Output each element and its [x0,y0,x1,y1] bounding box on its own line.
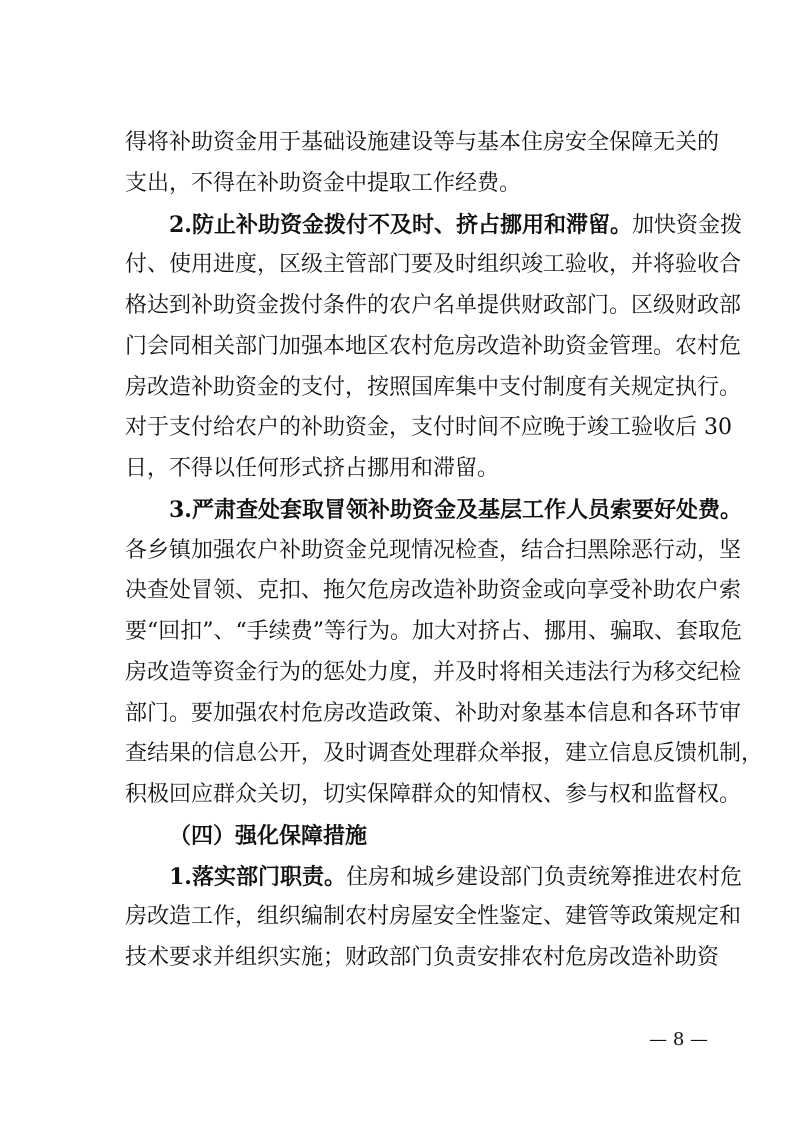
text-line [169,210,742,240]
text-line [125,291,742,321]
text-line [125,739,764,769]
paragraph-text: 部门。要加强农村危房改造政策、补助对象基本信息和各环节审 [125,700,742,726]
bold-heading: 1.落实部门职责。 [169,863,346,890]
paragraph-text: 日，不得以任何形式挤占挪用和滞留。 [125,456,500,481]
text-line [125,373,742,403]
text-line [169,821,367,851]
bold-heading: （四）强化保障措施 [169,822,368,849]
text-line [125,576,742,606]
paragraph-text: 格达到补助资金拨付条件的农户名单提供财政部门。区级财政部 [125,293,742,318]
text-line [125,617,742,647]
text-line [125,699,742,729]
paragraph-text: 住房和城乡建设部门负责统筹推进农村危 [345,864,742,890]
paragraph-text: 门会同相关部门加强本地区农村危房改造补助资金管理。农村危 [125,333,742,359]
text-line [169,862,742,892]
paragraph-text: 技术要求并组织实施；财政部门负责安排农村危房改造补助资 [125,945,720,970]
page-number: — 8 — [649,1029,708,1050]
paragraph-text: 对于支付给农户的补助资金，支付时间不应晚于竣工验收后 30 [125,415,732,441]
paragraph-text: 要“回扣”、“手续费”等行为。加大对挤占、挪用、骗取、套取危 [125,619,742,644]
bold-heading: 2.防止补助资金拨付不及时、挤占挪用和滞留。 [169,211,632,238]
text-line [125,332,742,362]
text-line [125,413,732,443]
text-line [125,250,742,280]
paragraph-text: 支出，不得在补助资金中提取工作经费。 [125,170,522,196]
text-line [125,658,742,688]
paragraph-text: 各乡镇加强农户补助资金兑现情况检查，结合扫黑除恶行动，坚 [125,537,742,563]
text-line [125,454,499,484]
paragraph-text: 房改造补助资金的支付，按照国库集中支付制度有关规定执行。 [125,374,742,400]
paragraph-text: 房改造工作，组织编制农村房屋安全性鉴定、建管等政策规定和 [125,904,742,930]
paragraph-text: 付、使用进度，区级主管部门要及时组织竣工验收，并将验收合 [125,252,742,278]
text-line [125,169,521,199]
text-line [125,943,720,973]
bold-heading: 3.严肃查处套取冒领补助资金及基层工作人员索要好处费。 [169,496,742,523]
text-line [125,536,742,566]
text-line [169,495,742,525]
text-line [125,780,742,810]
text-line [125,902,742,932]
paragraph-text: 房改造等资金行为的惩处力度，并及时将相关违法行为移交纪检 [125,659,742,685]
paragraph-text: 得将补助资金用于基础设施建设等与基本住房安全保障无关的 [125,130,720,155]
text-line [125,128,720,158]
paragraph-text: 决查处冒领、克扣、拖欠危房改造补助资金或向享受补助农户索 [125,578,742,604]
paragraph-text: 积极回应群众关切，切实保障群众的知情权、参与权和监督权。 [125,782,742,807]
paragraph-text: 查结果的信息公开，及时调查处理群众举报，建立信息反馈机制， [125,741,764,767]
paragraph-text: 加快资金拨 [631,212,742,238]
